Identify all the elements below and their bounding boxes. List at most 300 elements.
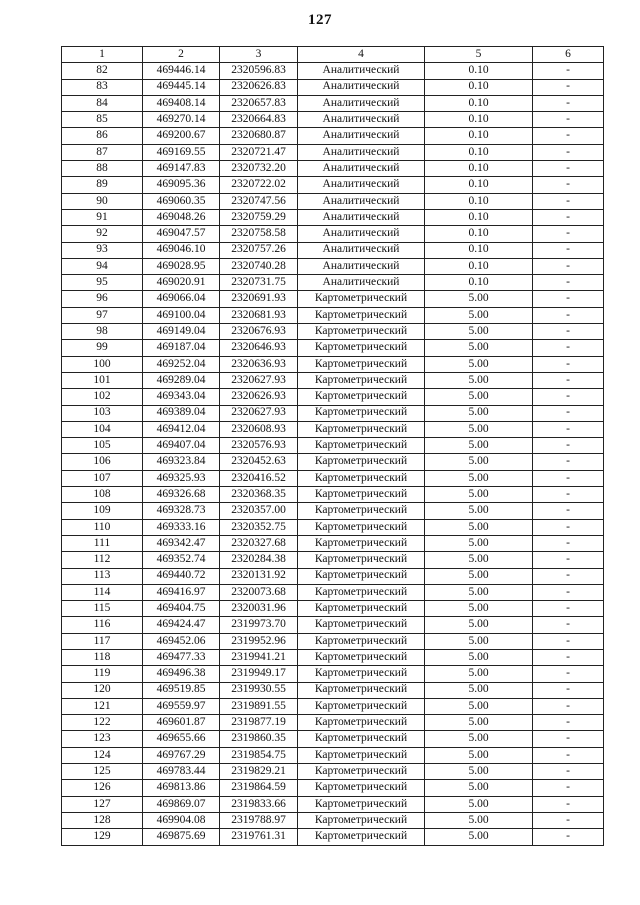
cell-point-number: 105 xyxy=(62,438,143,454)
cell-point-number: 126 xyxy=(62,780,143,796)
cell-method: Картометрический xyxy=(298,552,425,568)
cell-x-coordinate: 469783.44 xyxy=(143,764,220,780)
cell-method: Картометрический xyxy=(298,454,425,470)
cell-x-coordinate: 469352.74 xyxy=(143,552,220,568)
cell-x-coordinate: 469440.72 xyxy=(143,568,220,584)
cell-accuracy: 5.00 xyxy=(425,470,533,486)
cell-accuracy: 5.00 xyxy=(425,568,533,584)
table-header xyxy=(62,47,604,63)
cell-method: Картометрический xyxy=(298,307,425,323)
table-row xyxy=(62,324,604,340)
cell-method: Картометрический xyxy=(298,584,425,600)
cell-note: - xyxy=(533,242,604,258)
cell-x-coordinate: 469416.97 xyxy=(143,584,220,600)
cell-accuracy: 5.00 xyxy=(425,356,533,372)
table-row xyxy=(62,389,604,405)
cell-y-coordinate: 2319891.55 xyxy=(220,698,298,714)
cell-y-coordinate: 2320740.28 xyxy=(220,258,298,274)
cell-point-number: 98 xyxy=(62,324,143,340)
table-row xyxy=(62,421,604,437)
cell-y-coordinate: 2320680.87 xyxy=(220,128,298,144)
table-row xyxy=(62,356,604,372)
cell-x-coordinate: 469028.95 xyxy=(143,258,220,274)
cell-method: Картометрический xyxy=(298,372,425,388)
cell-x-coordinate: 469325.93 xyxy=(143,470,220,486)
cell-accuracy: 5.00 xyxy=(425,307,533,323)
cell-point-number: 103 xyxy=(62,405,143,421)
cell-accuracy: 0.10 xyxy=(425,63,533,79)
cell-y-coordinate: 2319941.21 xyxy=(220,649,298,665)
cell-y-coordinate: 2320636.93 xyxy=(220,356,298,372)
cell-y-coordinate: 2320722.02 xyxy=(220,177,298,193)
cell-method: Картометрический xyxy=(298,601,425,617)
cell-point-number: 121 xyxy=(62,698,143,714)
cell-method: Картометрический xyxy=(298,503,425,519)
cell-accuracy: 0.10 xyxy=(425,161,533,177)
cell-point-number: 124 xyxy=(62,747,143,763)
cell-method: Картометрический xyxy=(298,617,425,633)
cell-y-coordinate: 2320731.75 xyxy=(220,275,298,291)
cell-accuracy: 0.10 xyxy=(425,79,533,95)
table-row xyxy=(62,796,604,812)
cell-note: - xyxy=(533,633,604,649)
table-row xyxy=(62,128,604,144)
cell-y-coordinate: 2319973.70 xyxy=(220,617,298,633)
cell-accuracy: 5.00 xyxy=(425,503,533,519)
cell-point-number: 84 xyxy=(62,95,143,111)
cell-note: - xyxy=(533,161,604,177)
cell-point-number: 85 xyxy=(62,112,143,128)
cell-point-number: 95 xyxy=(62,275,143,291)
table-body xyxy=(62,63,604,845)
cell-y-coordinate: 2319952.96 xyxy=(220,633,298,649)
cell-x-coordinate: 469095.36 xyxy=(143,177,220,193)
cell-note: - xyxy=(533,356,604,372)
cell-method: Аналитический xyxy=(298,144,425,160)
table-row xyxy=(62,780,604,796)
cell-y-coordinate: 2320452.63 xyxy=(220,454,298,470)
cell-method: Картометрический xyxy=(298,470,425,486)
cell-accuracy: 0.10 xyxy=(425,95,533,111)
cell-note: - xyxy=(533,258,604,274)
cell-method: Картометрический xyxy=(298,633,425,649)
table-row xyxy=(62,829,604,845)
cell-x-coordinate: 469446.14 xyxy=(143,63,220,79)
header-cell-5: 5 xyxy=(425,47,533,63)
cell-note: - xyxy=(533,193,604,209)
cell-accuracy: 5.00 xyxy=(425,682,533,698)
table-row xyxy=(62,63,604,79)
cell-note: - xyxy=(533,829,604,845)
cell-method: Аналитический xyxy=(298,275,425,291)
cell-note: - xyxy=(533,389,604,405)
table-row xyxy=(62,438,604,454)
cell-method: Аналитический xyxy=(298,242,425,258)
table-row xyxy=(62,405,604,421)
cell-x-coordinate: 469100.04 xyxy=(143,307,220,323)
cell-accuracy: 5.00 xyxy=(425,291,533,307)
cell-accuracy: 0.10 xyxy=(425,242,533,258)
table-row xyxy=(62,812,604,828)
cell-y-coordinate: 2320759.29 xyxy=(220,209,298,225)
cell-x-coordinate: 469020.91 xyxy=(143,275,220,291)
cell-y-coordinate: 2320691.93 xyxy=(220,291,298,307)
cell-accuracy: 5.00 xyxy=(425,715,533,731)
table-row xyxy=(62,275,604,291)
cell-accuracy: 5.00 xyxy=(425,666,533,682)
table-row xyxy=(62,731,604,747)
cell-x-coordinate: 469187.04 xyxy=(143,340,220,356)
table-row xyxy=(62,584,604,600)
table-row xyxy=(62,307,604,323)
cell-point-number: 90 xyxy=(62,193,143,209)
cell-method: Картометрический xyxy=(298,389,425,405)
cell-accuracy: 5.00 xyxy=(425,438,533,454)
cell-point-number: 108 xyxy=(62,487,143,503)
cell-method: Аналитический xyxy=(298,95,425,111)
cell-y-coordinate: 2320681.93 xyxy=(220,307,298,323)
table-row xyxy=(62,454,604,470)
cell-method: Картометрический xyxy=(298,682,425,698)
cell-note: - xyxy=(533,405,604,421)
cell-note: - xyxy=(533,780,604,796)
cell-y-coordinate: 2320676.93 xyxy=(220,324,298,340)
cell-note: - xyxy=(533,291,604,307)
cell-method: Аналитический xyxy=(298,226,425,242)
cell-method: Картометрический xyxy=(298,519,425,535)
page-number: 127 xyxy=(308,12,332,28)
cell-method: Картометрический xyxy=(298,356,425,372)
cell-y-coordinate: 2320657.83 xyxy=(220,95,298,111)
cell-note: - xyxy=(533,144,604,160)
cell-method: Картометрический xyxy=(298,812,425,828)
table-row xyxy=(62,617,604,633)
cell-note: - xyxy=(533,487,604,503)
cell-note: - xyxy=(533,617,604,633)
cell-y-coordinate: 2320576.93 xyxy=(220,438,298,454)
cell-note: - xyxy=(533,747,604,763)
cell-note: - xyxy=(533,79,604,95)
cell-x-coordinate: 469333.16 xyxy=(143,519,220,535)
cell-method: Аналитический xyxy=(298,177,425,193)
cell-accuracy: 5.00 xyxy=(425,584,533,600)
cell-method: Картометрический xyxy=(298,438,425,454)
cell-accuracy: 5.00 xyxy=(425,812,533,828)
cell-note: - xyxy=(533,568,604,584)
cell-accuracy: 5.00 xyxy=(425,519,533,535)
cell-accuracy: 5.00 xyxy=(425,389,533,405)
cell-note: - xyxy=(533,177,604,193)
table-row xyxy=(62,698,604,714)
cell-y-coordinate: 2320626.93 xyxy=(220,389,298,405)
cell-x-coordinate: 469496.38 xyxy=(143,666,220,682)
cell-x-coordinate: 469767.29 xyxy=(143,747,220,763)
cell-accuracy: 0.10 xyxy=(425,128,533,144)
table-row xyxy=(62,79,604,95)
cell-note: - xyxy=(533,601,604,617)
cell-x-coordinate: 469200.67 xyxy=(143,128,220,144)
cell-note: - xyxy=(533,275,604,291)
cell-point-number: 118 xyxy=(62,649,143,665)
cell-note: - xyxy=(533,764,604,780)
cell-x-coordinate: 469169.55 xyxy=(143,144,220,160)
cell-x-coordinate: 469289.04 xyxy=(143,372,220,388)
cell-x-coordinate: 469066.04 xyxy=(143,291,220,307)
cell-method: Аналитический xyxy=(298,128,425,144)
cell-y-coordinate: 2319930.55 xyxy=(220,682,298,698)
table-row xyxy=(62,258,604,274)
cell-point-number: 101 xyxy=(62,372,143,388)
cell-method: Аналитический xyxy=(298,209,425,225)
cell-y-coordinate: 2319761.31 xyxy=(220,829,298,845)
table-row xyxy=(62,242,604,258)
cell-method: Аналитический xyxy=(298,63,425,79)
cell-y-coordinate: 2320368.35 xyxy=(220,487,298,503)
cell-point-number: 100 xyxy=(62,356,143,372)
cell-note: - xyxy=(533,454,604,470)
table-row xyxy=(62,193,604,209)
cell-point-number: 107 xyxy=(62,470,143,486)
cell-accuracy: 0.10 xyxy=(425,226,533,242)
table-row xyxy=(62,764,604,780)
table-row xyxy=(62,177,604,193)
cell-accuracy: 5.00 xyxy=(425,617,533,633)
header-cell-1: 1 xyxy=(62,47,143,63)
table-row xyxy=(62,682,604,698)
table-row xyxy=(62,601,604,617)
cell-y-coordinate: 2320721.47 xyxy=(220,144,298,160)
cell-method: Аналитический xyxy=(298,161,425,177)
cell-accuracy: 5.00 xyxy=(425,421,533,437)
cell-note: - xyxy=(533,698,604,714)
header-cell-3: 3 xyxy=(220,47,298,63)
cell-point-number: 122 xyxy=(62,715,143,731)
cell-point-number: 102 xyxy=(62,389,143,405)
cell-note: - xyxy=(533,682,604,698)
cell-x-coordinate: 469048.26 xyxy=(143,209,220,225)
cell-x-coordinate: 469601.87 xyxy=(143,715,220,731)
cell-accuracy: 0.10 xyxy=(425,209,533,225)
cell-point-number: 129 xyxy=(62,829,143,845)
table-row xyxy=(62,519,604,535)
cell-point-number: 115 xyxy=(62,601,143,617)
cell-point-number: 91 xyxy=(62,209,143,225)
table-row xyxy=(62,291,604,307)
cell-y-coordinate: 2319864.59 xyxy=(220,780,298,796)
cell-x-coordinate: 469389.04 xyxy=(143,405,220,421)
cell-y-coordinate: 2320627.93 xyxy=(220,372,298,388)
cell-x-coordinate: 469445.14 xyxy=(143,79,220,95)
table-row xyxy=(62,633,604,649)
cell-point-number: 109 xyxy=(62,503,143,519)
cell-accuracy: 5.00 xyxy=(425,552,533,568)
cell-y-coordinate: 2319949.17 xyxy=(220,666,298,682)
cell-x-coordinate: 469047.57 xyxy=(143,226,220,242)
cell-method: Картометрический xyxy=(298,698,425,714)
cell-note: - xyxy=(533,209,604,225)
cell-y-coordinate: 2320747.56 xyxy=(220,193,298,209)
cell-x-coordinate: 469343.04 xyxy=(143,389,220,405)
cell-x-coordinate: 469412.04 xyxy=(143,421,220,437)
cell-note: - xyxy=(533,470,604,486)
cell-accuracy: 5.00 xyxy=(425,454,533,470)
cell-note: - xyxy=(533,503,604,519)
cell-accuracy: 5.00 xyxy=(425,649,533,665)
header-cell-2: 2 xyxy=(143,47,220,63)
cell-method: Картометрический xyxy=(298,568,425,584)
table-row xyxy=(62,535,604,551)
table-row xyxy=(62,209,604,225)
cell-y-coordinate: 2319833.66 xyxy=(220,796,298,812)
cell-y-coordinate: 2319788.97 xyxy=(220,812,298,828)
cell-y-coordinate: 2320626.83 xyxy=(220,79,298,95)
cell-y-coordinate: 2320357.00 xyxy=(220,503,298,519)
table-row xyxy=(62,487,604,503)
cell-y-coordinate: 2320031.96 xyxy=(220,601,298,617)
cell-method: Аналитический xyxy=(298,112,425,128)
cell-accuracy: 5.00 xyxy=(425,764,533,780)
cell-accuracy: 5.00 xyxy=(425,372,533,388)
table-row xyxy=(62,470,604,486)
table-row xyxy=(62,649,604,665)
cell-x-coordinate: 469875.69 xyxy=(143,829,220,845)
cell-accuracy: 5.00 xyxy=(425,601,533,617)
cell-method: Картометрический xyxy=(298,731,425,747)
cell-note: - xyxy=(533,535,604,551)
cell-method: Картометрический xyxy=(298,780,425,796)
cell-point-number: 127 xyxy=(62,796,143,812)
table-row xyxy=(62,112,604,128)
cell-point-number: 128 xyxy=(62,812,143,828)
cell-x-coordinate: 469407.04 xyxy=(143,438,220,454)
cell-method: Картометрический xyxy=(298,405,425,421)
cell-method: Картометрический xyxy=(298,747,425,763)
cell-method: Картометрический xyxy=(298,764,425,780)
cell-method: Аналитический xyxy=(298,258,425,274)
cell-note: - xyxy=(533,438,604,454)
cell-accuracy: 5.00 xyxy=(425,698,533,714)
cell-y-coordinate: 2320627.93 xyxy=(220,405,298,421)
cell-accuracy: 5.00 xyxy=(425,829,533,845)
cell-x-coordinate: 469046.10 xyxy=(143,242,220,258)
cell-point-number: 123 xyxy=(62,731,143,747)
cell-point-number: 83 xyxy=(62,79,143,95)
cell-point-number: 111 xyxy=(62,535,143,551)
cell-note: - xyxy=(533,307,604,323)
table-row xyxy=(62,161,604,177)
cell-method: Картометрический xyxy=(298,487,425,503)
table-row xyxy=(62,95,604,111)
cell-x-coordinate: 469655.66 xyxy=(143,731,220,747)
cell-x-coordinate: 469408.14 xyxy=(143,95,220,111)
cell-note: - xyxy=(533,715,604,731)
cell-x-coordinate: 469149.04 xyxy=(143,324,220,340)
cell-point-number: 99 xyxy=(62,340,143,356)
cell-note: - xyxy=(533,63,604,79)
cell-y-coordinate: 2320758.58 xyxy=(220,226,298,242)
table-row xyxy=(62,747,604,763)
cell-method: Картометрический xyxy=(298,340,425,356)
cell-y-coordinate: 2320327.68 xyxy=(220,535,298,551)
cell-x-coordinate: 469477.33 xyxy=(143,649,220,665)
cell-x-coordinate: 469813.86 xyxy=(143,780,220,796)
coordinates-table xyxy=(61,46,604,846)
cell-accuracy: 0.10 xyxy=(425,144,533,160)
cell-y-coordinate: 2320352.75 xyxy=(220,519,298,535)
cell-y-coordinate: 2320757.26 xyxy=(220,242,298,258)
cell-accuracy: 5.00 xyxy=(425,405,533,421)
cell-x-coordinate: 469328.73 xyxy=(143,503,220,519)
table-row xyxy=(62,340,604,356)
cell-point-number: 116 xyxy=(62,617,143,633)
cell-y-coordinate: 2319854.75 xyxy=(220,747,298,763)
table-row xyxy=(62,372,604,388)
cell-method: Аналитический xyxy=(298,193,425,209)
cell-note: - xyxy=(533,421,604,437)
cell-point-number: 106 xyxy=(62,454,143,470)
table-row xyxy=(62,144,604,160)
cell-x-coordinate: 469342.47 xyxy=(143,535,220,551)
cell-x-coordinate: 469060.35 xyxy=(143,193,220,209)
cell-y-coordinate: 2319860.35 xyxy=(220,731,298,747)
cell-point-number: 110 xyxy=(62,519,143,535)
cell-accuracy: 5.00 xyxy=(425,340,533,356)
cell-method: Картометрический xyxy=(298,535,425,551)
cell-x-coordinate: 469252.04 xyxy=(143,356,220,372)
cell-y-coordinate: 2320732.20 xyxy=(220,161,298,177)
header-cell-6: 6 xyxy=(533,47,604,63)
cell-note: - xyxy=(533,666,604,682)
cell-point-number: 94 xyxy=(62,258,143,274)
cell-accuracy: 0.10 xyxy=(425,193,533,209)
cell-x-coordinate: 469904.08 xyxy=(143,812,220,828)
cell-note: - xyxy=(533,552,604,568)
cell-x-coordinate: 469869.07 xyxy=(143,796,220,812)
table-row xyxy=(62,715,604,731)
cell-note: - xyxy=(533,324,604,340)
cell-y-coordinate: 2320664.83 xyxy=(220,112,298,128)
cell-accuracy: 0.10 xyxy=(425,258,533,274)
cell-note: - xyxy=(533,95,604,111)
cell-accuracy: 0.10 xyxy=(425,112,533,128)
cell-point-number: 117 xyxy=(62,633,143,649)
cell-point-number: 125 xyxy=(62,764,143,780)
cell-point-number: 88 xyxy=(62,161,143,177)
cell-accuracy: 5.00 xyxy=(425,731,533,747)
cell-y-coordinate: 2319829.21 xyxy=(220,764,298,780)
cell-point-number: 97 xyxy=(62,307,143,323)
cell-point-number: 113 xyxy=(62,568,143,584)
cell-method: Картометрический xyxy=(298,715,425,731)
header-row xyxy=(62,47,604,63)
cell-note: - xyxy=(533,649,604,665)
cell-point-number: 89 xyxy=(62,177,143,193)
cell-method: Картометрический xyxy=(298,324,425,340)
cell-note: - xyxy=(533,128,604,144)
cell-point-number: 104 xyxy=(62,421,143,437)
cell-point-number: 87 xyxy=(62,144,143,160)
table-row xyxy=(62,568,604,584)
cell-accuracy: 0.10 xyxy=(425,177,533,193)
cell-x-coordinate: 469147.83 xyxy=(143,161,220,177)
cell-point-number: 120 xyxy=(62,682,143,698)
cell-y-coordinate: 2320131.92 xyxy=(220,568,298,584)
cell-note: - xyxy=(533,340,604,356)
cell-point-number: 119 xyxy=(62,666,143,682)
cell-point-number: 96 xyxy=(62,291,143,307)
table-row xyxy=(62,666,604,682)
cell-y-coordinate: 2319877.19 xyxy=(220,715,298,731)
